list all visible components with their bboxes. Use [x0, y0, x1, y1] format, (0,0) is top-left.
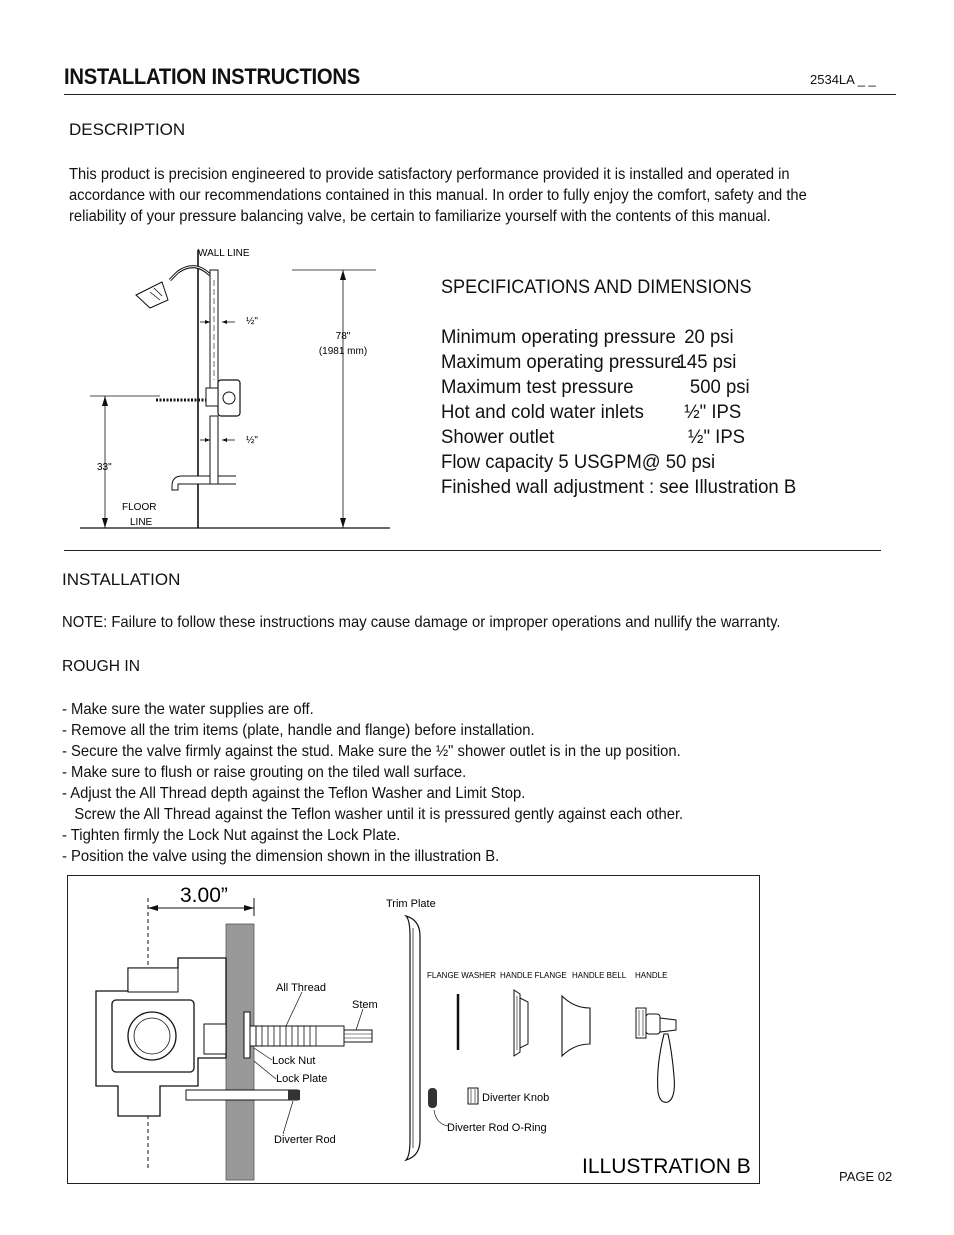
stem-label: Stem — [352, 999, 378, 1011]
height-mm-label: (1981 mm) — [318, 346, 368, 357]
floor-label-1: FLOOR — [122, 502, 157, 513]
spec-row — [441, 425, 796, 450]
diverter-knob-label: Diverter Knob — [482, 1092, 550, 1104]
step-item: - Make sure the water supplies are off. — [62, 701, 314, 718]
spec-value: 500 psi — [689, 376, 750, 398]
spec-value: 20 psi — [684, 326, 734, 348]
handle-label: HANDLE — [635, 971, 668, 980]
page-title: INSTALLATION INSTRUCTIONS — [64, 64, 360, 89]
spec-label: Finished wall adjustment : see Illustration B — [441, 476, 797, 498]
spec-row — [441, 400, 796, 425]
wall-line-label: WALL LINE — [198, 248, 250, 259]
installation-note: NOTE: Failure to follow these instructions may cause damage or improper operations and nullify the warranty. — [62, 614, 781, 631]
handle-flange-label: HANDLE FLANGE — [500, 971, 567, 980]
spec-label: Flow capacity 5 USGPM@ 50 psi — [441, 451, 716, 473]
rough-in-heading: ROUGH IN — [62, 658, 140, 675]
handle-bell-label: HANDLE BELL — [572, 971, 627, 980]
spec-label: Maximum test pressure — [441, 376, 634, 398]
valve-height-label: 33" — [97, 462, 112, 473]
step-item: - Tighten firmly the Lock Nut against the Lock Plate. — [62, 827, 401, 844]
spec-row — [441, 475, 796, 500]
floor-label-2: LINE — [130, 517, 153, 528]
step-item: - Remove all the trim items (plate, handle and flange) before installation. — [62, 722, 535, 739]
specs-heading: SPECIFICATIONS AND DIMENSIONS — [441, 277, 752, 298]
spec-label: Hot and cold water inlets — [441, 401, 644, 423]
illustration-b-diagram — [68, 876, 759, 1183]
spec-label: Minimum operating pressure — [441, 326, 676, 348]
spec-value: ½" IPS — [684, 401, 742, 423]
spec-label: Shower outlet — [441, 426, 555, 448]
step-item: - Secure the valve firmly against the stud. Make sure the ½" shower outlet is in the up position. — [62, 743, 681, 760]
spec-row — [441, 350, 796, 375]
section-divider — [64, 550, 881, 551]
all-thread-label: All Thread — [276, 982, 326, 994]
spec-row — [441, 450, 796, 475]
height-in-label: 78" — [335, 331, 351, 342]
dimension-label: 3.00” — [180, 884, 228, 907]
illustration-caption: ILLUSTRATION B — [582, 1155, 751, 1178]
spec-value: ½" IPS — [688, 426, 746, 448]
flange-washer-label: FLANGE WASHER — [427, 971, 497, 980]
installation-heading: INSTALLATION — [62, 570, 181, 589]
half-inch-top-label: ½" — [246, 316, 258, 327]
half-inch-bottom-label: ½" — [246, 435, 258, 446]
lock-nut-label: Lock Nut — [272, 1055, 316, 1067]
page-number: PAGE 02 — [839, 1169, 893, 1184]
lock-plate-label: Lock Plate — [276, 1073, 328, 1085]
specs-list — [441, 325, 815, 500]
spec-value: 145 psi — [676, 351, 737, 373]
description-text: This product is precision engineered to provide satisfactory performance provided it is installed and operated in accordance with our recommendations contained in this manual. In order to fully enjoy the comfort, safety and the reliability of your pressure balancing valve, be certain to familiarize yourself with the contents of this manual. — [69, 166, 807, 225]
spec-row — [441, 375, 796, 400]
rough-in-steps — [62, 699, 683, 867]
step-item: - Make sure to flush or raise grouting on the tiled wall surface. — [62, 764, 467, 781]
shower-elevation-diagram — [60, 240, 400, 535]
step-item: Screw the All Thread against the Teflon washer until it is pressured gently against each other. — [62, 806, 684, 823]
diverter-oring-label: Diverter Rod O-Ring — [447, 1122, 547, 1134]
header-divider — [64, 94, 896, 95]
description-heading: DESCRIPTION — [69, 120, 186, 139]
spec-label: Maximum operating pressure — [441, 351, 681, 373]
trim-plate-label: Trim Plate — [386, 898, 436, 910]
diverter-rod-label: Diverter Rod — [274, 1134, 336, 1146]
step-item: - Position the valve using the dimension shown in the illustration B. — [62, 848, 500, 865]
step-item: - Adjust the All Thread depth against the Teflon Washer and Limit Stop. — [62, 785, 526, 802]
model-number: 2534LA _ _ — [810, 72, 876, 87]
spec-row — [441, 325, 796, 350]
